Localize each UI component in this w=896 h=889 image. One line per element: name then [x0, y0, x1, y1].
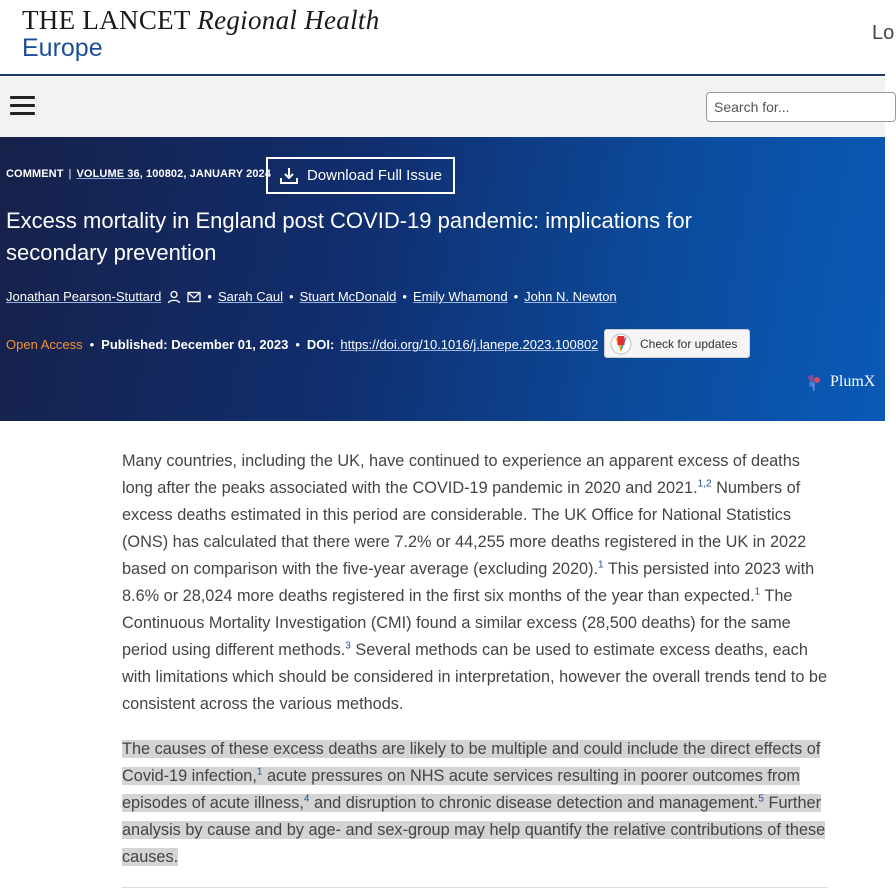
reference-link[interactable]: 1: [754, 586, 761, 598]
download-full-issue-button[interactable]: [266, 157, 455, 194]
logo-italic: Regional Health: [197, 5, 380, 35]
author-link[interactable]: Emily Whamond: [412, 289, 508, 304]
search-input[interactable]: [706, 92, 896, 122]
author-link[interactable]: Stuart McDonald: [299, 289, 397, 304]
divider: [122, 887, 828, 888]
check-for-updates-button[interactable]: [604, 329, 750, 358]
logo-sub: Europe: [22, 34, 103, 62]
reference-link[interactable]: 4: [303, 793, 310, 805]
author-list: [6, 289, 617, 304]
separator-dot: •: [89, 337, 95, 352]
article-body: [122, 448, 828, 871]
article-type: COMMENT: [6, 168, 64, 180]
issue-info: , 100802, JANUARY 2024: [139, 168, 271, 180]
article-meta: COMMENT | VOLUME 36, 100802, JANUARY 2024: [6, 168, 271, 180]
article-hero: [0, 137, 885, 421]
download-icon: [279, 167, 299, 185]
separator-dot: •: [289, 289, 294, 304]
check-updates-label: Check for updates: [640, 336, 738, 351]
plumx-widget[interactable]: [806, 373, 875, 391]
person-icon[interactable]: [167, 290, 181, 304]
login-link[interactable]: Lo: [872, 22, 895, 44]
download-label: Download Full Issue: [306, 167, 443, 184]
logo-main: THE LANCET: [22, 5, 191, 35]
author-link[interactable]: Sarah Caul: [217, 289, 283, 304]
doi-label: DOI:: [306, 337, 335, 352]
email-icon[interactable]: [187, 290, 201, 304]
crossmark-icon: [610, 333, 632, 355]
nav-bar: [0, 77, 885, 137]
separator-dot: •: [402, 289, 407, 304]
plumx-icon: [806, 373, 822, 391]
journal-logo[interactable]: [22, 6, 380, 62]
separator-dot: •: [207, 289, 212, 304]
doi-link[interactable]: https://doi.org/10.1016/j.lanepe.2023.100802: [340, 337, 599, 352]
open-access-label[interactable]: Open Access: [6, 337, 83, 352]
reference-link[interactable]: 1: [598, 559, 604, 571]
published-date: December 01, 2023: [171, 337, 289, 352]
author-link[interactable]: Jonathan Pearson-Stuttard: [6, 289, 162, 304]
reference-link[interactable]: 1: [256, 766, 263, 778]
author-link[interactable]: John N. Newton: [524, 289, 617, 304]
article-title: Excess mortality in England post COVID-19 pandemic: implications for secondary prevention: [6, 208, 692, 265]
paragraph: Many countries, including the UK, have continued to experience an apparent excess of deaths long after the peaks associated with the COVID-19 pandemic in 2020 and 2021.$^{1,2}$ Numbers of excess deaths estimated in this period are considerable. The UK Office for National Statistics (ONS) has calculated that there were 7.2% or 44,255 more deaths registered in the UK in 2022 based on comparison with the five-year average (excluding 2020).$^1$ This persisted into 2023 with 8.6% or 28,024 more deaths registered in the first six months of the year than expected.$^1$ The Continuous Mortality Investigation (CMI) found a similar excess (28,500 deaths) for the same period using different methods.$^3$ Several methods can be used to estimate excess deaths, each with limitations which should be considered in interpretation, however the overall trends tend to be consistent across the various methods.: [122, 452, 828, 713]
reference-link[interactable]: 3: [345, 640, 351, 652]
plumx-label: PlumX: [830, 373, 876, 390]
published-label: Published:: [101, 337, 168, 352]
menu-icon[interactable]: [10, 96, 35, 116]
volume-link[interactable]: VOLUME 36: [76, 168, 140, 180]
separator-dot: •: [295, 337, 300, 352]
separator-dot: •: [513, 289, 519, 304]
reference-link[interactable]: 5: [758, 793, 764, 805]
reference-link[interactable]: 1,2: [697, 478, 712, 490]
paragraph-selected: The causes of these excess deaths are likely to be multiple and could include the direct effects of Covid-19 infection,$^1$ acute pressures on NHS acute services resulting in poorer outcomes from episodes of acute illness,$^4$ and disruption to chronic disease detection and management.$^5$ Further analysis by cause and by age- and sex-group may help quantify the relative contributions of these causes.: [122, 740, 826, 866]
publication-info: [6, 337, 617, 352]
site-header: [0, 0, 895, 76]
